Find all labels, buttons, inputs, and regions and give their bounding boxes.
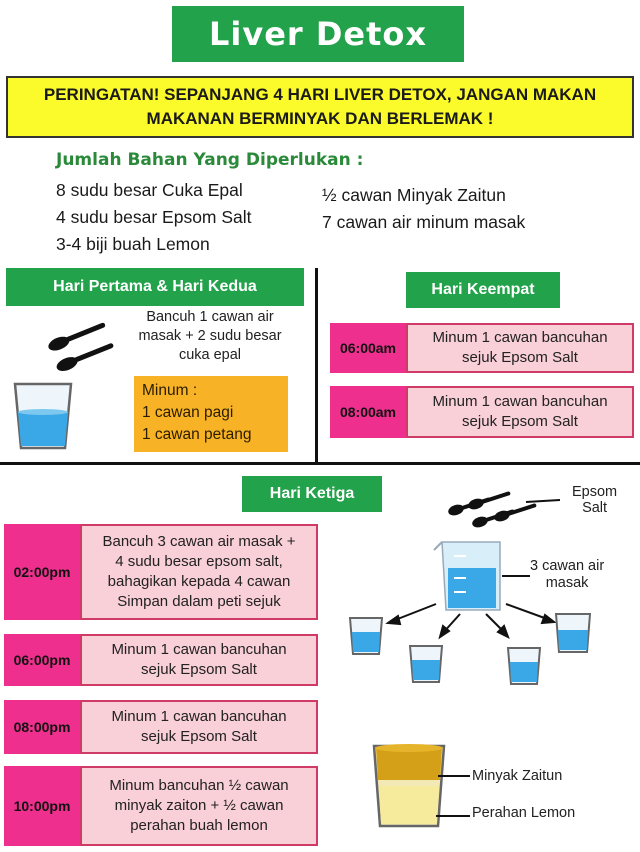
spoons-icon <box>40 318 120 378</box>
label-line: Epsom <box>572 484 618 500</box>
desc-line: sejuk Epsom Salt <box>462 349 578 366</box>
desc-line: 4 sudu besar epsom salt, <box>115 553 283 570</box>
time-badge: 10:00pm <box>4 766 80 846</box>
measuring-jug-icon <box>434 542 500 610</box>
warning-banner <box>6 76 634 138</box>
ingredient-item: 3-4 biji buah Lemon <box>56 234 210 254</box>
ingredients-heading: Jumlah Bahan Yang Diperlukan : <box>56 150 364 170</box>
day3-label: Hari Ketiga <box>242 476 382 512</box>
preparation-diagram <box>330 480 640 850</box>
oil-lemon-glass-icon <box>374 744 444 826</box>
schedule-description <box>80 634 318 686</box>
desc-line: sejuk Epsom Salt <box>462 413 578 430</box>
spoons-icon <box>447 488 538 529</box>
desc-line: bahagikan kepada 4 cawan <box>107 573 291 590</box>
drink-line: 1 cawan petang <box>142 426 252 443</box>
horizontal-divider <box>0 462 640 465</box>
drink-line: 1 cawan pagi <box>142 404 234 421</box>
desc-line: sejuk Epsom Salt <box>141 661 257 678</box>
label-line: 3 cawan air <box>530 558 605 574</box>
warning-line-2: MAKANAN BERMINYAK DAN BERLEMAK ! <box>146 109 494 128</box>
day12-label: Hari Pertama & Hari Kedua <box>6 268 304 306</box>
cup-icon <box>350 618 382 654</box>
label-line: Salt <box>582 500 608 516</box>
day12-drink-box <box>134 376 288 452</box>
time-badge: 06:00am <box>330 323 406 373</box>
ingredient-item: 7 cawan air minum masak <box>322 212 526 232</box>
day4-label: Hari Keempat <box>406 272 560 308</box>
desc-line: Minum 1 cawan bancuhan <box>432 329 608 346</box>
ingredient-item: ½ cawan Minyak Zaitun <box>322 185 506 205</box>
lemon-juice-label: Perahan Lemon <box>472 805 576 821</box>
title-banner <box>172 6 464 62</box>
instruction-line: masak + 2 sudu besar <box>138 328 282 344</box>
desc-line: Simpan dalam peti sejuk <box>117 593 281 610</box>
time-badge: 02:00pm <box>4 524 80 620</box>
instruction-line: cuka epal <box>178 347 242 363</box>
desc-line: perahan buah lemon <box>130 817 268 834</box>
desc-line: Minum 1 cawan bancuhan <box>432 393 608 410</box>
time-badge: 06:00pm <box>4 634 80 686</box>
desc-line: Bancuh 3 cawan air masak + <box>102 533 296 550</box>
vertical-divider <box>315 268 318 464</box>
time-badge: 08:00pm <box>4 700 80 754</box>
desc-line: Minum bancuhan ½ cawan <box>109 777 289 794</box>
desc-line: Minum 1 cawan bancuhan <box>111 708 287 725</box>
water-label <box>530 558 604 592</box>
day12-instruction <box>120 308 300 365</box>
schedule-description <box>80 766 318 846</box>
cup-icon <box>410 646 442 682</box>
epsom-salt-label <box>572 484 617 516</box>
cup-icon <box>556 614 590 652</box>
warning-line-1: PERINGATAN! SEPANJANG 4 HARI LIVER DETOX, JANGAN MAKAN <box>43 85 597 104</box>
desc-line: sejuk Epsom Salt <box>141 728 257 745</box>
page-title: Liver Detox <box>208 15 428 53</box>
schedule-description <box>406 386 634 438</box>
label-line: masak <box>545 575 589 591</box>
ingredient-item: 4 sudu besar Epsom Salt <box>56 207 252 227</box>
ingredient-item: 8 sudu besar Cuka Epal <box>56 180 243 200</box>
desc-line: minyak zaiton + ½ cawan <box>114 797 284 814</box>
schedule-description <box>80 524 318 620</box>
cup-icon <box>508 648 540 684</box>
time-badge: 08:00am <box>330 386 406 438</box>
schedule-description <box>406 323 634 373</box>
schedule-description <box>80 700 318 754</box>
desc-line: Minum 1 cawan bancuhan <box>111 641 287 658</box>
drink-line: Minum : <box>142 382 198 399</box>
water-glass-icon <box>12 380 74 452</box>
olive-oil-label: Minyak Zaitun <box>472 768 563 784</box>
instruction-line: Bancuh 1 cawan air <box>146 309 274 325</box>
